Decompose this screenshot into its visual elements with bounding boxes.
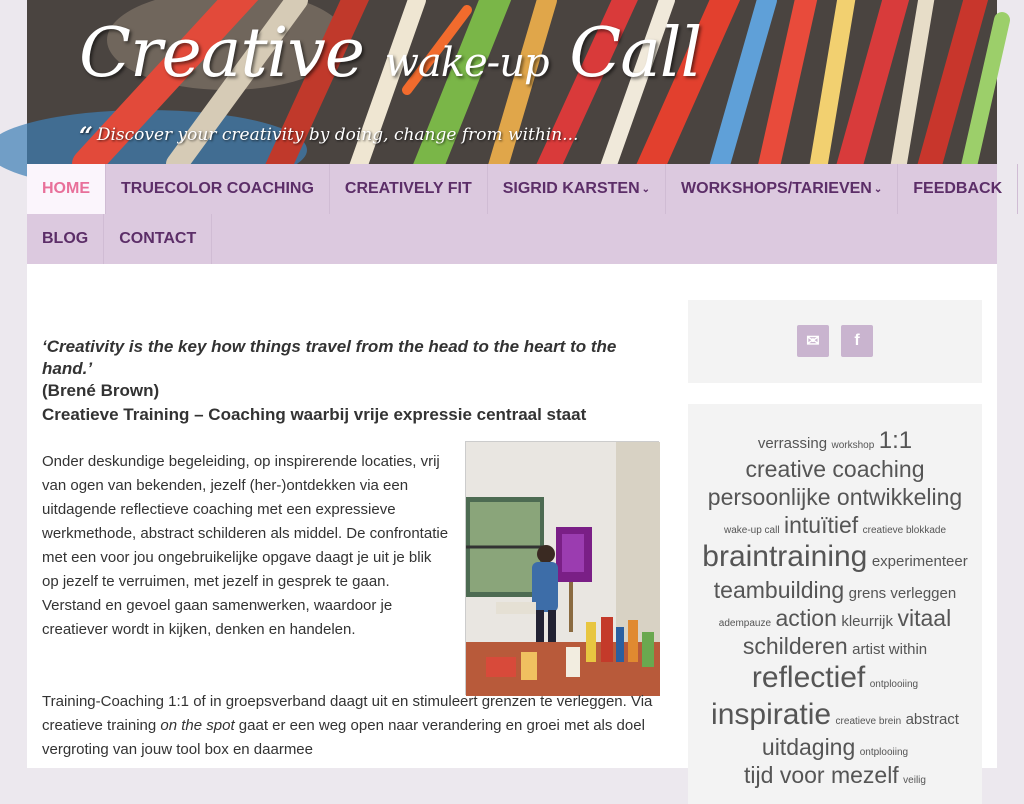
site-tagline [79,121,578,150]
header-banner [27,0,997,164]
chevron-down-icon: ⌄ [873,184,883,195]
nav-row-2 [27,214,212,264]
nav-label: TRUECOLOR COACHING [121,180,314,197]
tag-link[interactable]: creative coaching [745,456,925,483]
tag-link[interactable]: veilig [903,775,926,787]
tag-link[interactable]: action [775,605,837,632]
nav-item-truecolor-coaching[interactable] [106,164,330,214]
tag-link[interactable]: creatieve blokkade [862,525,947,537]
tag-link[interactable]: ontplooiing [859,747,909,759]
tag-link[interactable]: uitdaging [761,734,856,761]
nav-label: WORKSHOPS/TARIEVEN [681,180,872,197]
intro-quote [42,336,662,402]
tag-link[interactable]: verrassing [757,435,828,452]
nav-row-1 [27,164,1018,214]
nav-item-contact[interactable] [104,214,212,264]
site-title-mid: wake-up [384,40,549,86]
tag-link[interactable]: reflectief [751,661,866,695]
nav-item-workshops-tarieven[interactable] [666,164,898,214]
nav-item-feedback[interactable] [898,164,1018,214]
tag-link[interactable]: ontplooiing [869,679,919,691]
artist-painting-image [466,442,660,696]
site-title-end: Call [569,14,702,93]
studio-painting-photo [465,441,659,695]
tag-link[interactable]: adempauze [718,618,772,630]
body-paragraph-1: Onder deskundige begeleiding, op inspirerende locaties, vrij van ogen van bekenden, jezelf (her-)ontdekken via een uitdagende reflectieve coaching met een expressieve werkmethode, abstract schilderen als middel. De confrontatie met een voor jou ongebruikelijke opgave daagt je uit je blik op jezelf te verruimen, met jezelf in gesprek te gaan. Verstand en gevoel gaan samenwerken, waardoor je creatiever wordt in kijken, denken en handelen. [42,453,449,638]
tag-link[interactable]: tijd voor mezelf [744,762,899,789]
nav-item-blog[interactable] [27,214,104,264]
site-title[interactable] [79,14,701,93]
site-title-main: Creative [79,14,365,93]
mail-icon[interactable] [797,325,829,357]
tagline-text: Discover your creativity by doing, change from within... [96,125,579,145]
tag-link[interactable]: experimenteer [871,553,968,571]
tag-link[interactable]: creatieve brein [835,715,902,727]
tag-link[interactable]: 1:1 [878,427,913,454]
tag-link[interactable]: grens verleggen [848,585,957,602]
tag-link[interactable]: abstract [905,710,959,728]
quote-mark-icon: “ [79,121,93,150]
nav-label: HOME [42,180,90,197]
nav-item-creatively-fit[interactable] [330,164,488,214]
tag-link[interactable]: teambuilding [713,577,845,603]
tag-link[interactable]: inspiratie [711,697,832,731]
body-paragraph-2 [42,690,662,762]
nav-label: CONTACT [119,230,197,247]
tag-link[interactable]: braintraining [702,540,868,574]
para2-emphasis: on the spot [160,717,235,734]
tag-cloud-widget [688,404,982,804]
tag-link[interactable]: kleurrijk [841,613,894,631]
section-heading: Creatieve Training – Coaching waarbij vrije expressie centraal staat [42,405,587,424]
tag-link[interactable]: schilderen [742,633,848,660]
quote-text: ‘Creativity is the key how things travel from the head to the heart to the hand.’ [42,337,617,378]
facebook-icon[interactable] [841,325,873,357]
nav-label: CREATIVELY FIT [344,180,472,197]
facebook-glyph: f [854,332,860,349]
main-navigation [27,164,1003,264]
tag-link[interactable]: intuïtief [784,512,859,539]
para2-text-a: Training-Coaching 1:1 of in groepsverband daagt uit en stimuleert grenzen te verleggen. Via creatieve training [42,693,653,734]
nav-label: BLOG [42,230,89,247]
tag-link[interactable]: workshop [831,440,875,451]
para2-text-b: gaat er een weg open naar verandering en groei met als doel vergroting van jouw tool box en daarmee [42,717,645,758]
page [27,0,1003,789]
tag-cloud [702,426,968,789]
tag-link[interactable]: persoonlijke ontwikkeling [707,484,963,511]
nav-label: SIGRID KARSTEN [502,180,640,197]
quote-author: (Brené Brown) [42,381,160,400]
nav-item-sigrid-karsten[interactable] [488,164,666,214]
nav-label: FEEDBACK [913,180,1003,197]
chevron-down-icon: ⌄ [641,184,651,195]
mail-glyph: ✉ [806,333,820,350]
social-widget [688,300,982,383]
tag-link[interactable]: wake-up call [723,525,780,537]
tag-link[interactable]: artist within [852,641,928,659]
tag-link[interactable]: vitaal [897,605,952,632]
nav-item-home[interactable] [27,164,106,214]
